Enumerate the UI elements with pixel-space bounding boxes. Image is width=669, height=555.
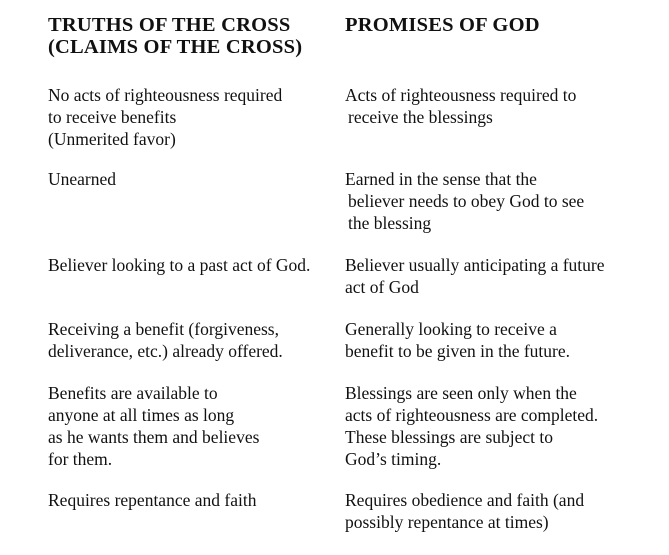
- text-line: Blessings are seen only when the: [345, 383, 577, 403]
- text-line: (Unmerited favor): [48, 129, 176, 149]
- left-heading-line: TRUTHS OF THE CROSS: [48, 14, 291, 36]
- text-line: Believer looking to a past act of God.: [48, 255, 311, 275]
- row-2-promise: [345, 168, 584, 234]
- text-line: acts of righteousness are completed.: [345, 405, 599, 425]
- text-line: receive the blessings: [348, 107, 493, 127]
- text-line: No acts of righteousness required: [48, 85, 283, 105]
- row-5-truth: [48, 382, 259, 470]
- text-line: God’s timing.: [345, 449, 442, 469]
- text-line: Receiving a benefit (forgiveness,: [48, 319, 279, 339]
- row-1-truth: [48, 84, 282, 150]
- row-1-promise: [345, 84, 576, 128]
- text-line: Requires obedience and faith (and: [345, 490, 585, 510]
- left-column-heading: [48, 14, 302, 58]
- row-5-promise: [345, 382, 598, 470]
- row-4-truth: [48, 318, 283, 362]
- text-line: act of God: [345, 277, 419, 297]
- text-line: Acts of righteousness required to: [345, 85, 577, 105]
- text-line: Generally looking to receive a: [345, 319, 557, 339]
- left-heading-line: (CLAIMS OF THE CROSS): [48, 36, 303, 58]
- text-line: Earned in the sense that the: [345, 169, 537, 189]
- text-line: benefit to be given in the future.: [345, 341, 570, 361]
- row-2-truth: [48, 168, 116, 190]
- text-line: Requires repentance and faith: [48, 490, 257, 510]
- right-column-heading: [345, 14, 540, 36]
- text-line: believer needs to obey God to see: [348, 191, 585, 211]
- text-line: the blessing: [348, 213, 432, 233]
- text-line: anyone at all times as long: [48, 405, 235, 425]
- row-6-promise: [345, 489, 584, 533]
- text-line: Unearned: [48, 169, 117, 189]
- row-6-truth: [48, 489, 256, 511]
- right-heading-line: PROMISES OF GOD: [345, 14, 540, 36]
- text-line: Benefits are available to: [48, 383, 218, 403]
- row-3-truth: [48, 254, 310, 276]
- text-line: These blessings are subject to: [345, 427, 554, 447]
- text-line: as he wants them and believes: [48, 427, 260, 447]
- row-3-promise: [345, 254, 605, 298]
- text-line: Believer usually anticipating a future: [345, 255, 605, 275]
- text-line: possibly repentance at times): [345, 512, 549, 532]
- row-4-promise: [345, 318, 570, 362]
- text-line: to receive benefits: [48, 107, 177, 127]
- text-line: deliverance, etc.) already offered.: [48, 341, 283, 361]
- text-line: for them.: [48, 449, 113, 469]
